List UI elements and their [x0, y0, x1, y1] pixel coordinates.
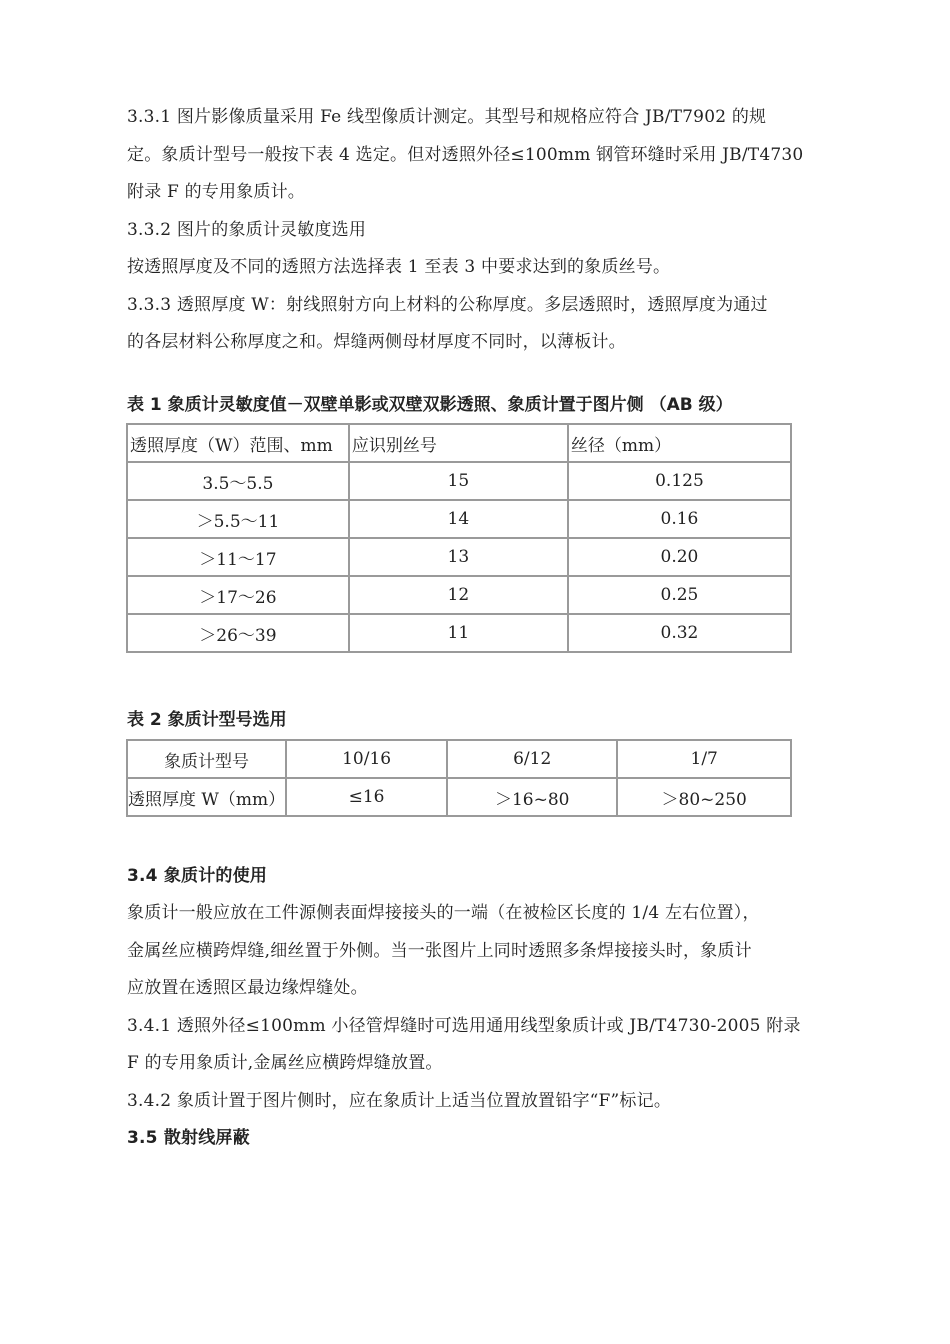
table-row	[127, 740, 791, 778]
table-cell: 1/7	[617, 740, 791, 778]
paragraph-line: 附录 F 的专用象质计。	[127, 182, 306, 202]
paragraph-line: 象质计一般应放在工件源侧表面焊接接头的一端（在被检区长度的 1/4 左右位置），	[127, 903, 760, 923]
table-cell: ＞16~80	[447, 778, 617, 816]
table-row	[127, 538, 791, 576]
table-row	[127, 462, 791, 500]
paragraph-line: 3.4.1 透照外径≤100mm 小径管焊缝时可选用通用线型象质计或 JB/T4730-2005 附录	[127, 1016, 801, 1036]
table-cell: 0.32	[568, 614, 791, 652]
table-cell: 3.5～5.5	[127, 462, 349, 500]
table-cell: ＞17～26	[127, 576, 349, 614]
table-cell: 10/16	[286, 740, 447, 778]
paragraph-line: 3.3.2 图片的象质计灵敏度选用	[127, 220, 367, 240]
table-cell: 0.25	[568, 576, 791, 614]
table2-caption: 表 2 象质计型号选用	[127, 710, 287, 730]
table-cell: ＞26～39	[127, 614, 349, 652]
paragraph-line: 3.3.3 透照厚度 W：射线照射方向上材料的公称厚度。多层透照时，透照厚度为通过	[127, 295, 768, 315]
table-cell: ＞5.5～11	[127, 500, 349, 538]
table-cell: 6/12	[447, 740, 617, 778]
paragraph-line: 的各层材料公称厚度之和。焊缝两侧母材厚度不同时，以薄板计。	[127, 332, 626, 352]
table-header-row	[127, 424, 791, 462]
table1	[126, 423, 792, 653]
paragraph-line: 金属丝应横跨焊缝,细丝置于外侧。当一张图片上同时透照多条焊接接头时，象质计	[127, 941, 752, 961]
table-cell: 0.125	[568, 462, 791, 500]
table-cell: ＞80~250	[617, 778, 791, 816]
table-row	[127, 778, 791, 816]
table-header-cell: 丝径（mm）	[568, 424, 791, 462]
table-cell: 14	[349, 500, 568, 538]
paragraph-line: 应放置在透照区最边缘焊缝处。	[127, 978, 368, 998]
table-cell: 象质计型号	[127, 740, 286, 778]
table-cell: 0.20	[568, 538, 791, 576]
paragraph-line: 定。象质计型号一般按下表 4 选定。但对透照外径≤100mm 钢管环缝时采用 JB/T4730	[127, 145, 804, 165]
table-row	[127, 614, 791, 652]
table-header-cell: 透照厚度（W）范围、mm	[127, 424, 349, 462]
table-row	[127, 500, 791, 538]
paragraph-line: 3.3.1 图片影像质量采用 Fe 线型像质计测定。其型号和规格应符合 JB/T7902 的规	[127, 107, 767, 127]
table-cell: 13	[349, 538, 568, 576]
table-cell: 0.16	[568, 500, 791, 538]
paragraph-line: F 的专用象质计,金属丝应横跨焊缝放置。	[127, 1053, 443, 1073]
table-cell: ≤16	[286, 778, 447, 816]
section-heading: 3.4 象质计的使用	[127, 866, 268, 886]
table1-caption: 表 1 象质计灵敏度值－双壁单影或双壁双影透照、象质计置于图片侧 （AB 级）	[127, 395, 733, 415]
table-cell: 15	[349, 462, 568, 500]
table-cell: ＞11～17	[127, 538, 349, 576]
table-cell: 11	[349, 614, 568, 652]
table-row	[127, 576, 791, 614]
table-header-cell: 应识别丝号	[349, 424, 568, 462]
section-heading: 3.5 散射线屏蔽	[127, 1128, 250, 1148]
paragraph-line: 按透照厚度及不同的透照方法选择表 1 至表 3 中要求达到的象质丝号。	[127, 257, 671, 277]
table-cell: 透照厚度 W（mm）	[127, 778, 286, 816]
table2	[126, 739, 792, 817]
paragraph-line: 3.4.2 象质计置于图片侧时，应在象质计上适当位置放置铅字“F”标记。	[127, 1091, 672, 1111]
table-cell: 12	[349, 576, 568, 614]
